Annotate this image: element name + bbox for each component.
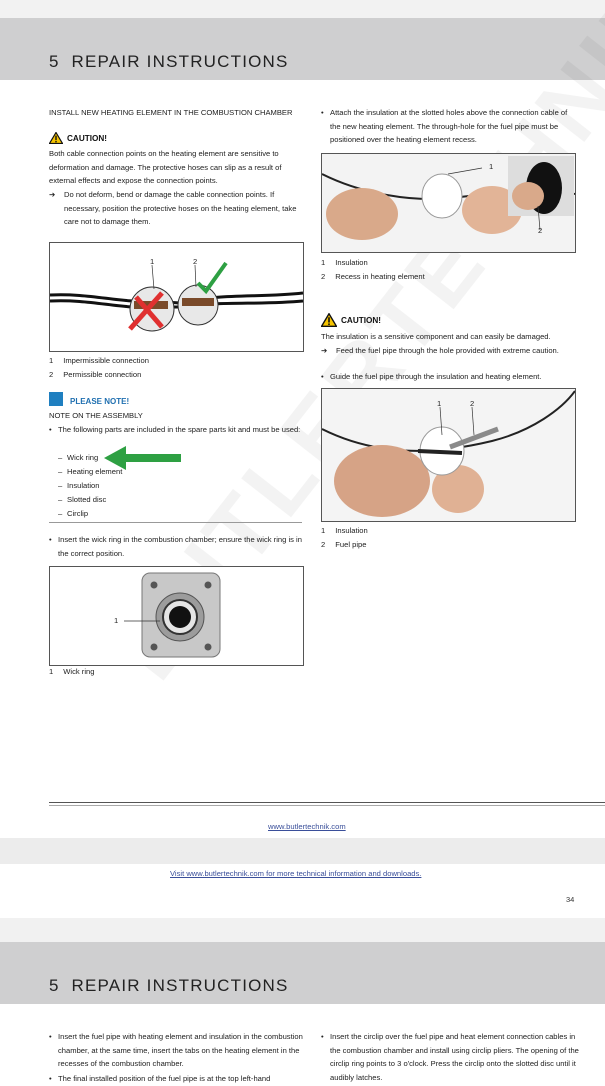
divider bbox=[49, 522, 302, 523]
p2-left-bullet-2: • The final installed position of the fuel pipe is at the top left-hand bbox=[58, 1072, 303, 1086]
fig4-caption-1: 1 Insulation bbox=[321, 526, 368, 535]
p2-right-bullet-1: • Insert the circlip over the fuel pipe and heat element connection cables in the combustion chamber and install using circlip pliers. The opening of the circlip ring points to 3 o'clock. Press the circlip onto the slotted disc until it audibly latches. bbox=[330, 1030, 580, 1084]
footer-rule bbox=[49, 802, 605, 803]
p2-left-bullet-1: • Insert the fuel pipe with heating element and insulation in the combustion chamber, at the same time, insert the tabs on the heating element in the recesses of the combustion chamber. bbox=[58, 1030, 303, 1071]
section-title: 5 REPAIR INSTRUCTIONS bbox=[49, 976, 289, 995]
caution-1-arrow-text: Do not deform, bend or damage the cable connection points. If necessary, position the protective hoses on the heating element, take care not to damage them. bbox=[64, 190, 297, 227]
callout-2: 2 bbox=[538, 226, 543, 235]
footer-rule-2 bbox=[49, 805, 605, 806]
part-item: – Wick ring bbox=[67, 451, 98, 465]
fig2-caption-1: 1 Insulation bbox=[321, 258, 368, 267]
fuel-pipe-illustration bbox=[322, 389, 575, 521]
top-strip bbox=[0, 0, 605, 18]
callout-1: 1 bbox=[150, 257, 155, 266]
section-title: 5 REPAIR INSTRUCTIONS bbox=[49, 52, 289, 71]
warning-icon bbox=[49, 132, 63, 144]
caution-2 bbox=[321, 313, 381, 327]
fig3-caption: 1 Wick ring bbox=[49, 667, 95, 676]
arrow-right-icon: ➔ bbox=[321, 346, 328, 355]
part-item: – Insulation bbox=[67, 479, 100, 493]
note-bullet: • The following parts are included in the spare parts kit and must be used: bbox=[58, 423, 303, 437]
page-gap-2 bbox=[0, 918, 605, 942]
connection-illustration bbox=[50, 243, 303, 351]
callout-1: 1 bbox=[489, 162, 494, 171]
callout-2: 2 bbox=[470, 399, 475, 408]
callout-1: 1 bbox=[437, 399, 442, 408]
part-item: – Heating element bbox=[67, 465, 122, 479]
fig1-caption-1: 1 Impermissible connection bbox=[49, 356, 149, 365]
wick-ring-illustration bbox=[50, 567, 303, 665]
fig4-caption-2: 2 Fuel pipe bbox=[321, 540, 367, 549]
note-subheading: NOTE ON THE ASSEMBLY bbox=[49, 411, 143, 420]
fig2-caption-2: 2 Recess in heating element bbox=[321, 272, 425, 281]
caution-1-arrow bbox=[49, 188, 304, 229]
section-header bbox=[0, 18, 605, 80]
fig1-caption-2: 2 Permissible connection bbox=[49, 370, 142, 379]
caution-label: CAUTION! bbox=[341, 315, 382, 325]
note-square-icon bbox=[49, 392, 63, 406]
figure-wick-ring bbox=[49, 566, 304, 666]
footer-link[interactable]: www.butlertechnik.com bbox=[268, 822, 346, 831]
right-bullet-2: • Guide the fuel pipe through the insulation and heating element. bbox=[330, 370, 578, 384]
caution-2-text: The insulation is a sensitive component and can easily be damaged. bbox=[321, 332, 551, 341]
part-item: – Slotted disc bbox=[67, 493, 106, 507]
arrow-right-icon: ➔ bbox=[49, 190, 56, 199]
figure-insulation-attach bbox=[321, 153, 576, 253]
caution-1-text: Both cable connection points on the heating element are sensitive to deformation and damage. The protective hoses can slip as a result of external effects and expose the connection points. bbox=[49, 149, 282, 186]
figure-connections bbox=[49, 242, 304, 352]
page-gap bbox=[0, 838, 605, 864]
right-bullet-1: • Attach the insulation at the slotted holes above the connection cable of the new heating element. The through-hole for the fuel pipe must be positioned over the heating element recess. bbox=[330, 106, 578, 147]
caution-2-arrow bbox=[321, 344, 583, 358]
callout-1: 1 bbox=[114, 616, 119, 625]
green-arrow-icon bbox=[104, 446, 182, 470]
wick-bullet: • Insert the wick ring in the combustion chamber; ensure the wick ring is in the correct position. bbox=[58, 533, 303, 560]
caution-1 bbox=[49, 132, 107, 144]
figure-fuel-pipe bbox=[321, 388, 576, 522]
section-header-2 bbox=[0, 942, 605, 1004]
callout-2: 2 bbox=[193, 257, 198, 266]
caution-2-arrow-text: Feed the fuel pipe through the hole provided with extreme caution. bbox=[336, 346, 559, 355]
left-heading: INSTALL NEW HEATING ELEMENT IN THE COMBUSTION CHAMBER bbox=[49, 108, 293, 117]
part-item: – Circlip bbox=[67, 507, 88, 521]
note-label: PLEASE NOTE! bbox=[70, 397, 130, 406]
visit-link[interactable]: Visit www.butlertechnik.com for more technical information and downloads. bbox=[170, 869, 422, 878]
caution-label: CAUTION! bbox=[67, 133, 108, 143]
page-number: 34 bbox=[566, 895, 575, 904]
warning-icon bbox=[321, 313, 337, 327]
